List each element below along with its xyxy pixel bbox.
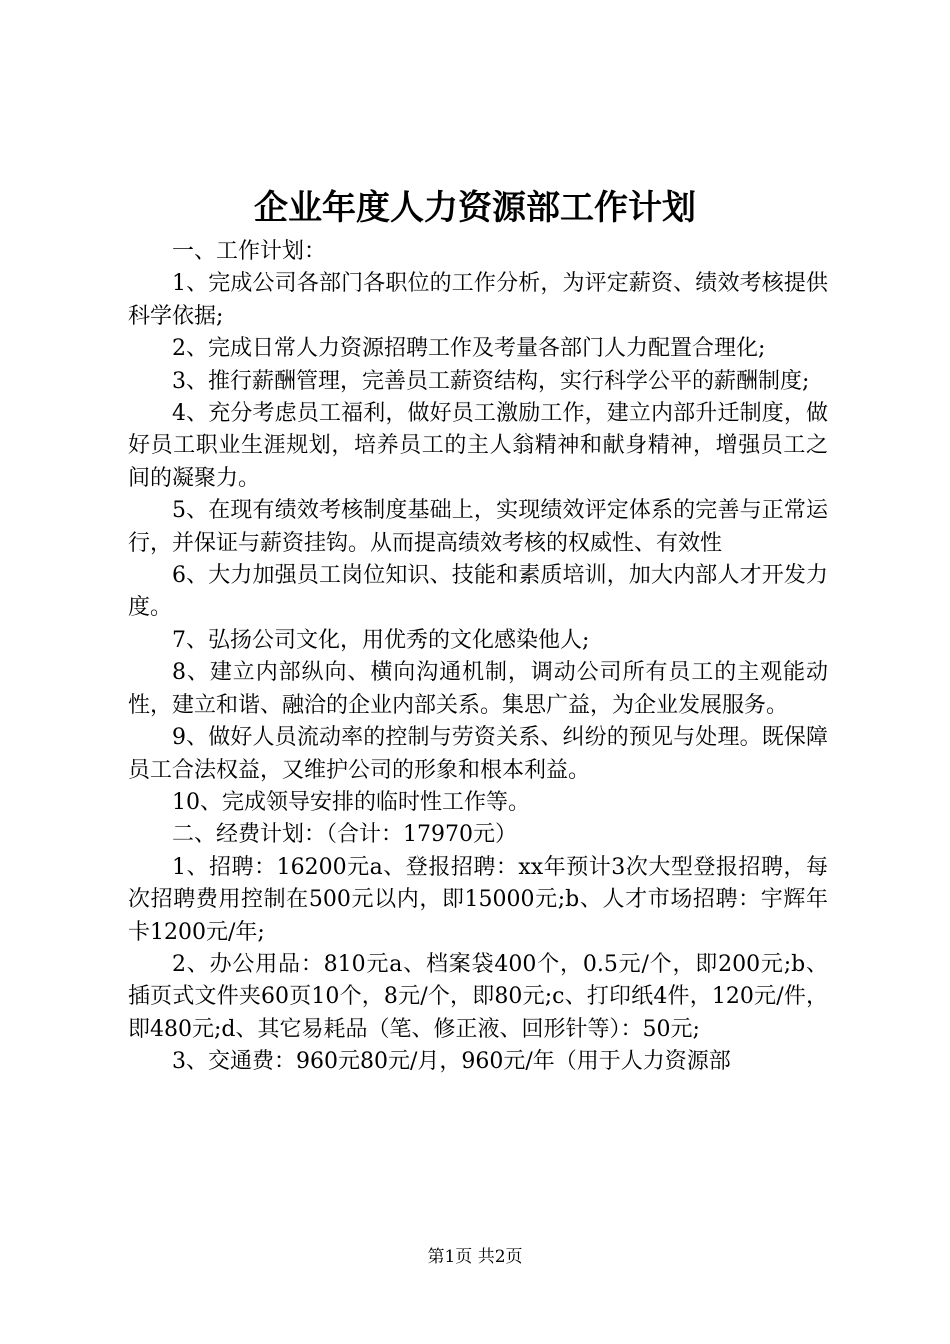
paragraph-budget-item-1: 1、招聘：16200元a、登报招聘：xx年预计3次大型登报招聘，每次招聘费用控制在500元以内，即15000元;b、人才市场招聘：宇辉年卡1200元/年;: [128, 854, 828, 945]
paragraph-plan-item-1: 1、完成公司各部门各职位的工作分析，为评定薪资、绩效考核提供科学依据;: [128, 271, 828, 329]
paragraph-plan-item-8: 8、建立内部纵向、横向沟通机制，调动公司所有员工的主观能动性，建立和谐、融洽的企业内部关系。集思广益，为企业发展服务。: [128, 660, 828, 718]
paragraph-section-2-heading: 二、经费计划：（合计：17970元）: [172, 822, 517, 848]
paragraph-plan-item-2: 2、完成日常人力资源招聘工作及考量各部门人力配置合理化;: [172, 336, 766, 362]
paragraph-plan-item-6: 6、大力加强员工岗位知识、技能和素质培训，加大内部人才开发力度。: [128, 563, 828, 621]
paragraph-plan-item-9: 9、做好人员流动率的控制与劳资关系、纠纷的预见与处理。既保障员工合法权益，又维护公司的形象和根本利益。: [128, 725, 828, 783]
document-body: [128, 236, 828, 1079]
paragraph-budget-item-2: 2、办公用品：810元a、档案袋400个，0.5元/个，即200元;b、插页式文件夹60页10个，8元/个，即80元;c、打印纸4件，120元/件，即480元;d、其它易耗品（笔、修正液、回形针等）：50元;: [128, 951, 828, 1042]
paragraph-plan-item-5: 5、在现有绩效考核制度基础上，实现绩效评定体系的完善与正常运行，并保证与薪资挂钩。从而提高绩效考核的权威性、有效性: [128, 498, 828, 556]
paragraph-section-1-heading: 一、工作计划：: [172, 239, 327, 264]
paragraph-budget-item-3: 3、交通费：960元80元/月，960元/年（用于人力资源部: [172, 1049, 731, 1075]
paragraph-plan-item-3: 3、推行薪酬管理，完善员工薪资结构，实行科学公平的薪酬制度;: [172, 368, 810, 394]
page-footer: 第1页 共2页: [427, 1247, 523, 1267]
paragraph-plan-item-10: 10、完成领导安排的临时性工作等。: [172, 789, 530, 815]
paragraph-plan-item-7: 7、弘扬公司文化，用优秀的文化感染他人;: [172, 627, 590, 653]
document-title: 企业年度人力资源部工作计划: [254, 188, 696, 228]
paragraph-plan-item-4: 4、充分考虑员工福利，做好员工激励工作，建立内部升迁制度，做好员工职业生涯规划，培养员工的主人翁精神和献身精神，增强员工之间的凝聚力。: [128, 401, 828, 491]
